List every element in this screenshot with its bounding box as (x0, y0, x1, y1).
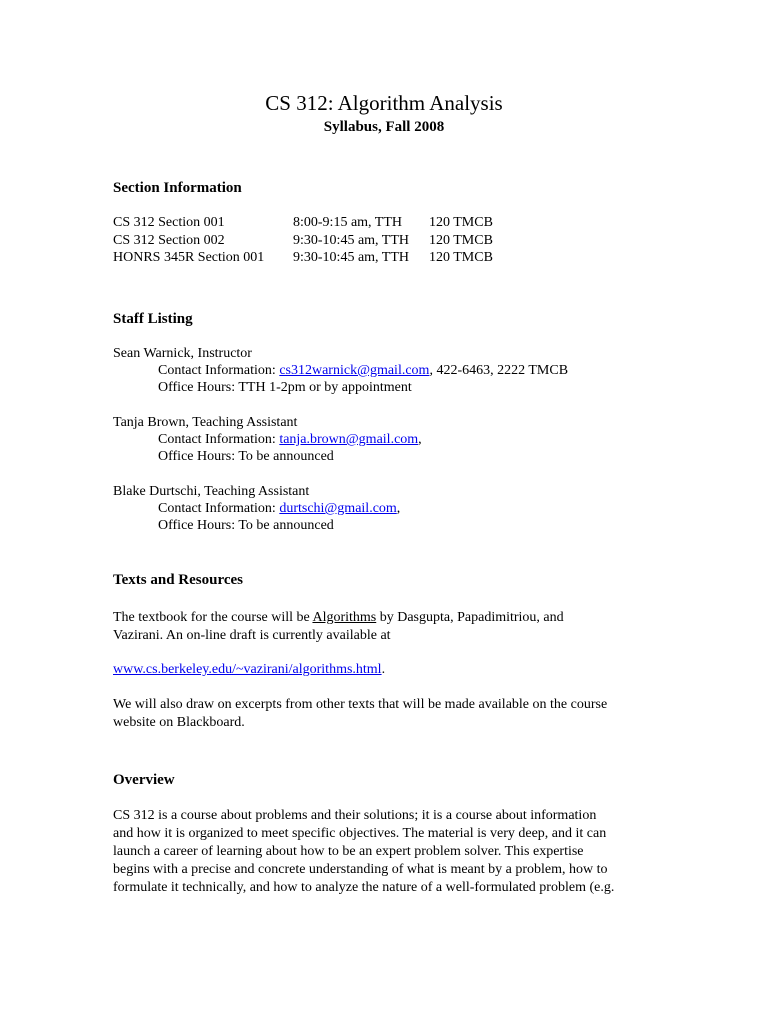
contact-label: Contact Information: (158, 501, 280, 516)
url-period: . (381, 662, 386, 677)
section-time: 8:00-9:15 am, TTH (293, 215, 403, 230)
overview-line: launch a career of learning about how to be an expert problem solver. This expertise (113, 844, 584, 859)
excerpts-paragraph (113, 696, 658, 732)
textbook-line (113, 609, 658, 627)
overview-line: begins with a precise and concrete understanding of what is meant by a problem, how to (113, 862, 608, 877)
staff-name: Sean Warnick, Instructor (113, 346, 252, 361)
overview-heading: Overview (113, 772, 175, 788)
section-room: 120 TMCB (429, 232, 493, 248)
staff-email-link[interactable]: tanja.brown@gmail.com (279, 432, 419, 447)
overview-line: formulate it technically, and how to analyze the nature of a well-formulated problem (e.g. (113, 880, 615, 895)
contact-details: , 422-6463, 2222 TMCB (429, 363, 569, 378)
overview-paragraph (113, 807, 658, 897)
staff-email-link[interactable]: cs312warnick@gmail.com (279, 363, 430, 378)
section-room: 120 TMCB (429, 215, 493, 230)
textbook-line: Vazirani. An on-line draft is currently available at (113, 628, 391, 643)
page-title: CS 312: Algorithm Analysis (265, 91, 503, 115)
staff-name: Tanja Brown, Teaching Assistant (113, 415, 298, 430)
textbook-title: Algorithms (312, 610, 377, 625)
section-name: CS 312 Section 002 (113, 232, 225, 248)
textbook-intro: The textbook for the course will be (113, 610, 313, 625)
section-room: 120 TMCB (429, 250, 493, 265)
staff-office-hours: Office Hours: To be announced (158, 518, 334, 533)
overview-line: and how it is organized to meet specific objectives. The material is very deep, and it can (113, 826, 607, 841)
excerpts-line: We will also draw on excerpts from other texts that will be made available on the course (113, 697, 608, 712)
textbook-authors: by Dasgupta, Papadimitriou, and (376, 610, 564, 625)
staff-email-link[interactable]: durtschi@gmail.com (279, 501, 397, 516)
staff-contact (158, 362, 568, 380)
textbook-url-line (113, 661, 385, 679)
section-name: HONRS 345R Section 001 (113, 250, 265, 265)
section-time: 9:30-10:45 am, TTH (293, 232, 410, 248)
section-information-heading: Section Information (113, 180, 242, 196)
contact-details: , (396, 501, 401, 516)
overview-line: CS 312 is a course about problems and their solutions; it is a course about information (113, 808, 597, 823)
textbook-paragraph (113, 609, 658, 645)
staff-office-hours: Office Hours: To be announced (158, 449, 334, 464)
contact-label: Contact Information: (158, 363, 280, 378)
staff-office-hours: Office Hours: TTH 1-2pm or by appointment (158, 380, 412, 395)
texts-resources-heading: Texts and Resources (113, 572, 244, 588)
section-time: 9:30-10:45 am, TTH (293, 250, 410, 265)
staff-contact (158, 500, 400, 518)
contact-label: Contact Information: (158, 432, 280, 447)
contact-details: , (418, 432, 422, 447)
page-subtitle: Syllabus, Fall 2008 (323, 119, 445, 135)
staff-contact (158, 431, 422, 449)
textbook-url-link[interactable]: www.cs.berkeley.edu/~vazirani/algorithms.html (113, 662, 382, 677)
staff-name: Blake Durtschi, Teaching Assistant (113, 484, 310, 499)
excerpts-line: website on Blackboard. (113, 715, 245, 730)
staff-listing-heading: Staff Listing (113, 311, 193, 327)
section-name: CS 312 Section 001 (113, 215, 225, 230)
